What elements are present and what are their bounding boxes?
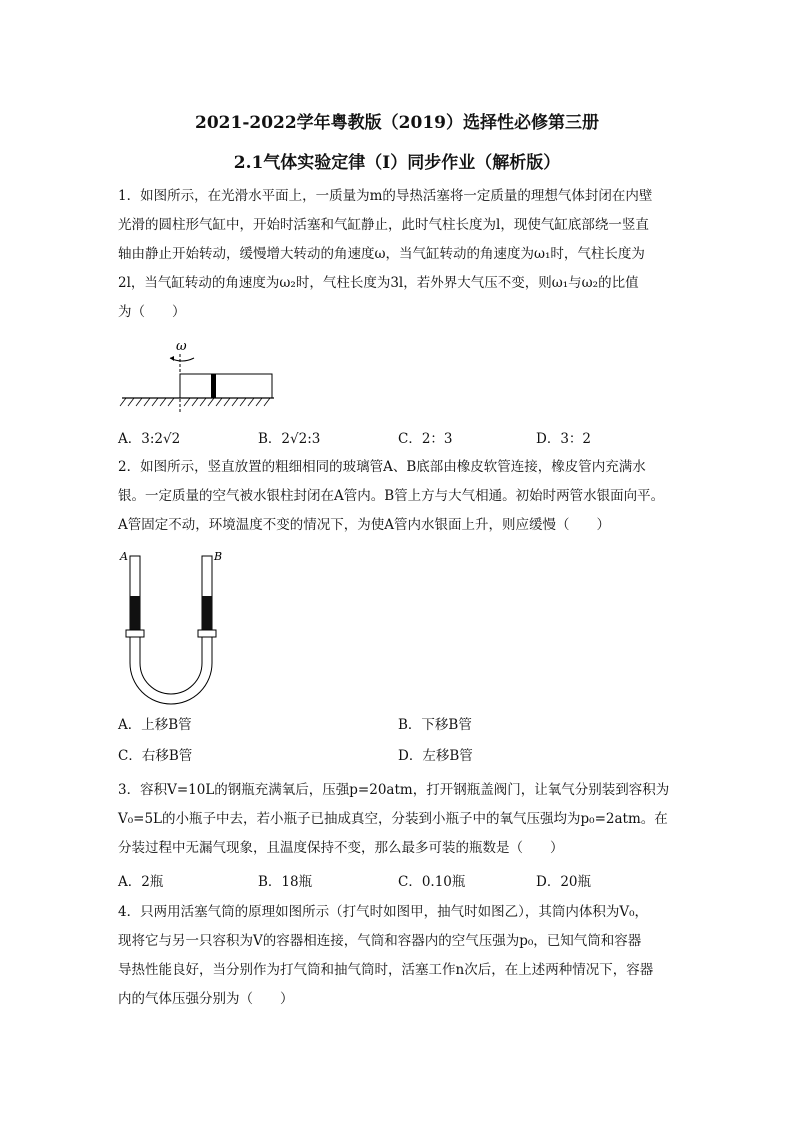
omega-label: ω [176, 339, 187, 354]
mercury-b [202, 596, 212, 632]
rubber-hose-inner [140, 637, 202, 694]
q1-line: 光滑的圆柱形气缸中，开始时活塞和气缸静止，此时气柱长度为l，现使气缸底部绕一竖直 [118, 217, 649, 233]
doc-title: 2021-2022学年粤教版（2019）选择性必修第三册 [195, 113, 599, 133]
u-tube-figure [118, 548, 228, 706]
question-2-text [118, 453, 678, 540]
q1-line: 2l，当气缸转动的角速度为ω₂时，气柱长度为3l，若外界大气压不变，则ω₁与ω₂的比值 [118, 275, 639, 291]
q4-line: 现将它与另一只容积为V的容器相连接，气筒和容器内的空气压强为p₀，已知气筒和容器 [118, 933, 642, 949]
cylinder-body [180, 374, 272, 398]
mercury-a [130, 596, 140, 632]
q2-line: 2．如图所示，竖直放置的粗细相同的玻璃管A、B底部由橡皮软管连接，橡皮管内充满水 [118, 459, 646, 475]
tube-b-label: B [214, 550, 223, 563]
question-4-text [118, 898, 678, 1014]
q1-option-c: C．2：3 [398, 431, 453, 447]
q2-line: 银。一定质量的空气被水银柱封闭在A管内。B管上方与大气相通。初始时两管水银面向平。 [118, 488, 665, 504]
clamp-b [198, 630, 216, 637]
q2-option-a: A．上移B管 [118, 717, 192, 733]
q3-line: V₀=5L的小瓶子中去，若小瓶子已抽成真空，分装到小瓶子中的氧气压强均为p₀=2atm。在 [118, 811, 668, 827]
q1-option-d: D．3：2 [536, 431, 592, 447]
tube-a-label: A [120, 550, 128, 563]
q1-line: 轴由静止开始转动，缓慢增大转动的角速度ω，当气缸转动的角速度为ω₁时，气柱长度为 [118, 246, 645, 262]
ground-hatch [120, 398, 270, 406]
q3-option-d: D．20瓶 [536, 874, 592, 890]
q2-option-d: D．左移B管 [398, 748, 473, 764]
q3-option-b: B．18瓶 [258, 874, 313, 890]
q4-line: 内的气体压强分别为（ ） [118, 991, 294, 1007]
cylinder-figure [118, 334, 278, 414]
question-1-text [118, 182, 678, 327]
q1-option-b: B．2√2:3 [258, 431, 321, 447]
q2-line: A管固定不动，环境温度不变的情况下，为使A管内水银面上升，则应缓慢（ ） [118, 517, 610, 533]
q4-line: 导热性能良好，当分别作为打气筒和抽气筒时，活塞工作n次后，在上述两种情况下，容器 [118, 962, 654, 978]
q3-option-a: A．2瓶 [118, 874, 164, 890]
q2-option-b: B．下移B管 [398, 717, 472, 733]
q2-option-c: C．右移B管 [118, 748, 193, 764]
q1-option-a: A．3:2√2 [118, 431, 181, 447]
piston [211, 374, 216, 398]
doc-subtitle: 2.1气体实验定律（Ⅰ）同步作业（解析版） [233, 153, 561, 173]
q3-line: 3．容积V=10L的钢瓶充满氧后，压强p=20atm，打开钢瓶盖阀门，让氧气分别装到容积为 [118, 782, 670, 798]
q1-line: 1．如图所示，在光滑水平面上，一质量为m的导热活塞将一定质量的理想气体封闭在内壁 [118, 188, 653, 204]
q3-option-c: C．0.10瓶 [398, 874, 466, 890]
question-3-text [118, 776, 678, 863]
q4-line: 4．只两用活塞气筒的原理如图所示（打气时如图甲，抽气时如图乙），其筒内体积为V₀， [118, 904, 648, 920]
q3-line: 分装过程中无漏气现象，且温度保持不变，那么最多可装的瓶数是（ ） [118, 840, 564, 856]
clamp-a [126, 630, 144, 637]
q1-line: 为（ ） [118, 304, 186, 320]
